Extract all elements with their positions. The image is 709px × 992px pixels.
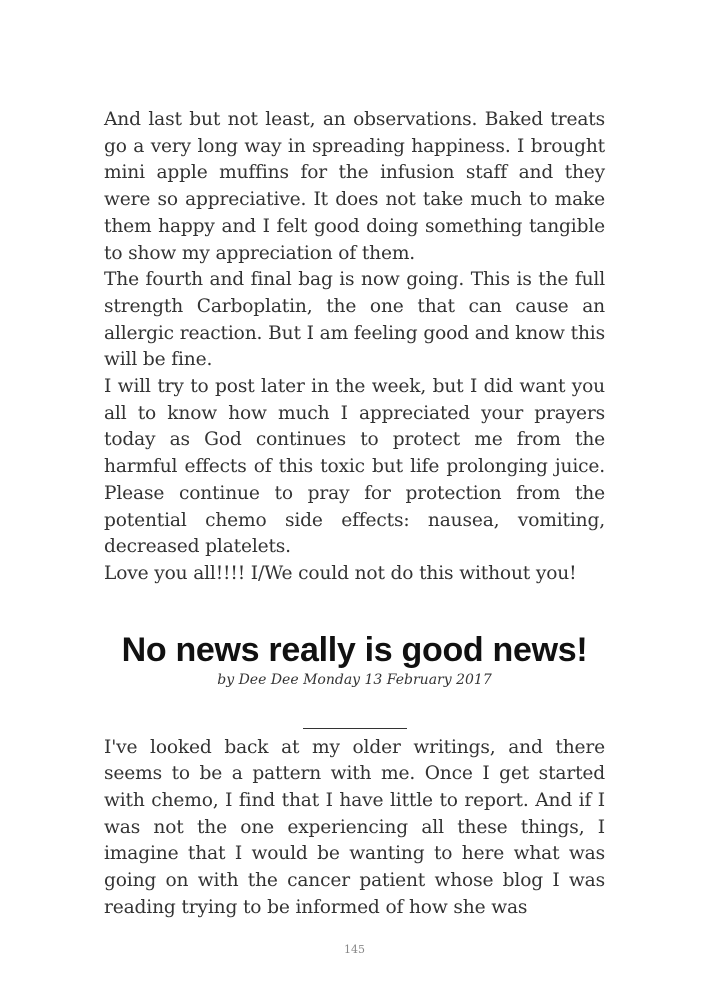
body-paragraph: Love you all!!!! I/We could not do this without you! xyxy=(104,562,577,584)
post-byline: by Dee Dee Monday 13 February 2017 xyxy=(217,671,492,688)
section-divider xyxy=(303,728,407,729)
body-paragraph: I will try to post later in the week, but I did want you all to know how much I appreciated your prayers today as God continues to protect me from the harmful effects of this toxic but life prolonging juice. Please continue to pray for protection from the potential chemo side effects: nausea, vomiting, decreased platelets. xyxy=(104,376,605,558)
previous-post-body xyxy=(104,107,605,588)
post-title: No news really is good news! xyxy=(121,630,588,669)
body-paragraph: The fourth and final bag is now going. This is the full strength Carboplatin, the one that can cause an allergic reaction. But I am feeling good and know this will be fine. xyxy=(104,269,605,371)
body-paragraph: I've looked back at my older writings, and there seems to be a pattern with me. Once I get started with chemo, I find that I have little to report. And if I was not the one experiencing all these things, I imagine that I would be wanting to here what was going on with the cancer patient whose blog I was reading trying to be informed of how she was xyxy=(104,736,605,918)
post-header xyxy=(104,630,605,729)
post-body xyxy=(104,735,605,922)
page-number: 145 xyxy=(344,943,365,956)
body-paragraph: And last but not least, an observations. Baked treats go a very long way in spreading happiness. I brought mini apple muffins for the infusion staff and they were so appreciative. It does not take much to make them happy and I felt good doing something tangible to show my appreciation of them. xyxy=(104,109,605,264)
page-content xyxy=(104,107,605,922)
